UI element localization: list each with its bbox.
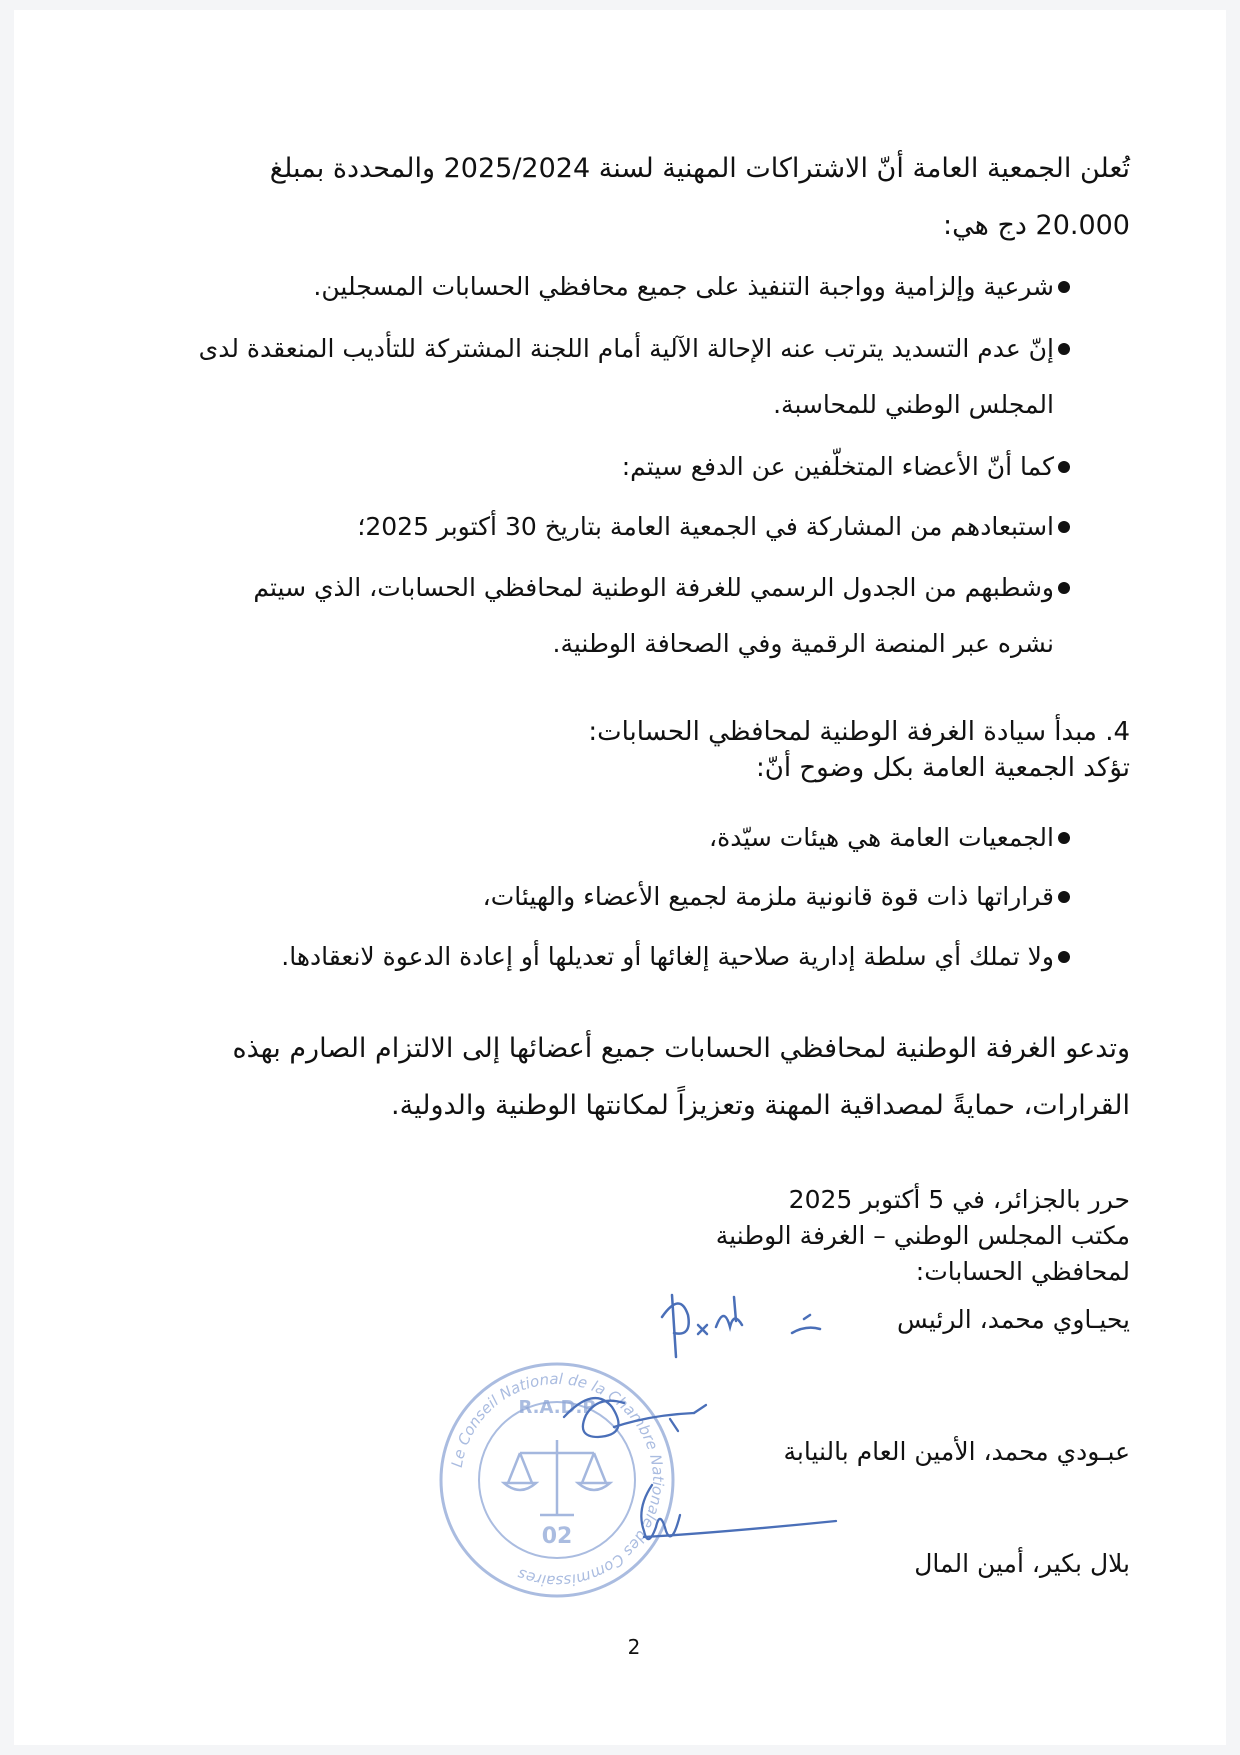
list-item: الجمعيات العامة هي هيئات سيّدة،	[709, 823, 1054, 852]
page-number: 2	[627, 1635, 641, 1659]
secretary-signature	[554, 1375, 754, 1455]
list-item: استبعادهم من المشاركة في الجمعية العامة بتاريخ 30 أكتوبر 2025؛	[357, 512, 1054, 541]
bullet-dot	[1058, 281, 1070, 293]
bullet-dot	[1058, 582, 1070, 594]
seal-top-text: R.A.D.P	[518, 1397, 596, 1418]
list-item: إنّ عدم التسديد يترتب عنه الإحالة الآلية أمام اللجنة المشتركة للتأديب المنعقدة لدى المجلس الوطني للمحاسبة.	[198, 334, 1054, 419]
seal-ring-text: Le Conseil National de la Chambre Nationale des Commissaires	[447, 1369, 668, 1591]
closing-paragraph: وتدعو الغرفة الوطنية لمحافظي الحسابات جميع أعضائها إلى الالتزام الصارم بهذه القرارات، حمايةً لمصداقية المهنة وتعزيزاً لمكانتها الوطنية والدولية.	[232, 1033, 1130, 1121]
bullet-dot	[1058, 521, 1070, 533]
list-item: قراراتها ذات قوة قانونية ملزمة لجميع الأعضاء والهيئات،	[482, 882, 1054, 911]
document-page	[14, 10, 1226, 1745]
list-item: شرعية وإلزامية وواجبة التنفيذ على جميع محافظي الحسابات المسجلين.	[313, 272, 1054, 301]
treasurer-signature	[626, 1475, 856, 1565]
bullet-dot	[1058, 951, 1070, 963]
seal-number: 02	[541, 1524, 573, 1549]
list-item: ولا تملك أي سلطة إدارية صلاحية إلغائها أو تعديلها أو إعادة الدعوة لانعقادها.	[281, 942, 1054, 971]
list-item: وشطبهم من الجدول الرسمي للغرفة الوطنية لمحافظي الحسابات، الذي سيتم نشره عبر المنصة الرقمية وفي الصحافة الوطنية.	[253, 573, 1054, 658]
bullet-dot	[1058, 832, 1070, 844]
signatory-secretary-general: عبـودي محمد، الأمين العام بالنيابة	[783, 1437, 1130, 1466]
place-date: حرر بالجزائر، في 5 أكتوبر 2025	[788, 1185, 1130, 1214]
section-4-title: 4. مبدأ سيادة الغرفة الوطنية لمحافظي الحسابات:	[588, 717, 1130, 747]
intro-paragraph: تُعلن الجمعية العامة أنّ الاشتراكات المهنية لسنة 2025/2024 والمحددة بمبلغ 20.000 دج هي:	[269, 153, 1130, 241]
bullet-dot	[1058, 461, 1070, 473]
bullet-dot	[1058, 343, 1070, 355]
bullet-dot	[1058, 891, 1070, 903]
president-signature	[654, 1285, 844, 1365]
signatory-president: يحيـاوي محمد، الرئيس	[896, 1305, 1130, 1334]
signatory-treasurer: بلال بكير، أمين المال	[914, 1549, 1130, 1578]
list-item: كما أنّ الأعضاء المتخلّفين عن الدفع سيتم:	[621, 452, 1054, 481]
office-line: مكتب المجلس الوطني – الغرفة الوطنية لمحافظي الحسابات:	[715, 1221, 1130, 1286]
section-4-intro: تؤكد الجمعية العامة بكل وضوح أنّ:	[756, 753, 1130, 783]
